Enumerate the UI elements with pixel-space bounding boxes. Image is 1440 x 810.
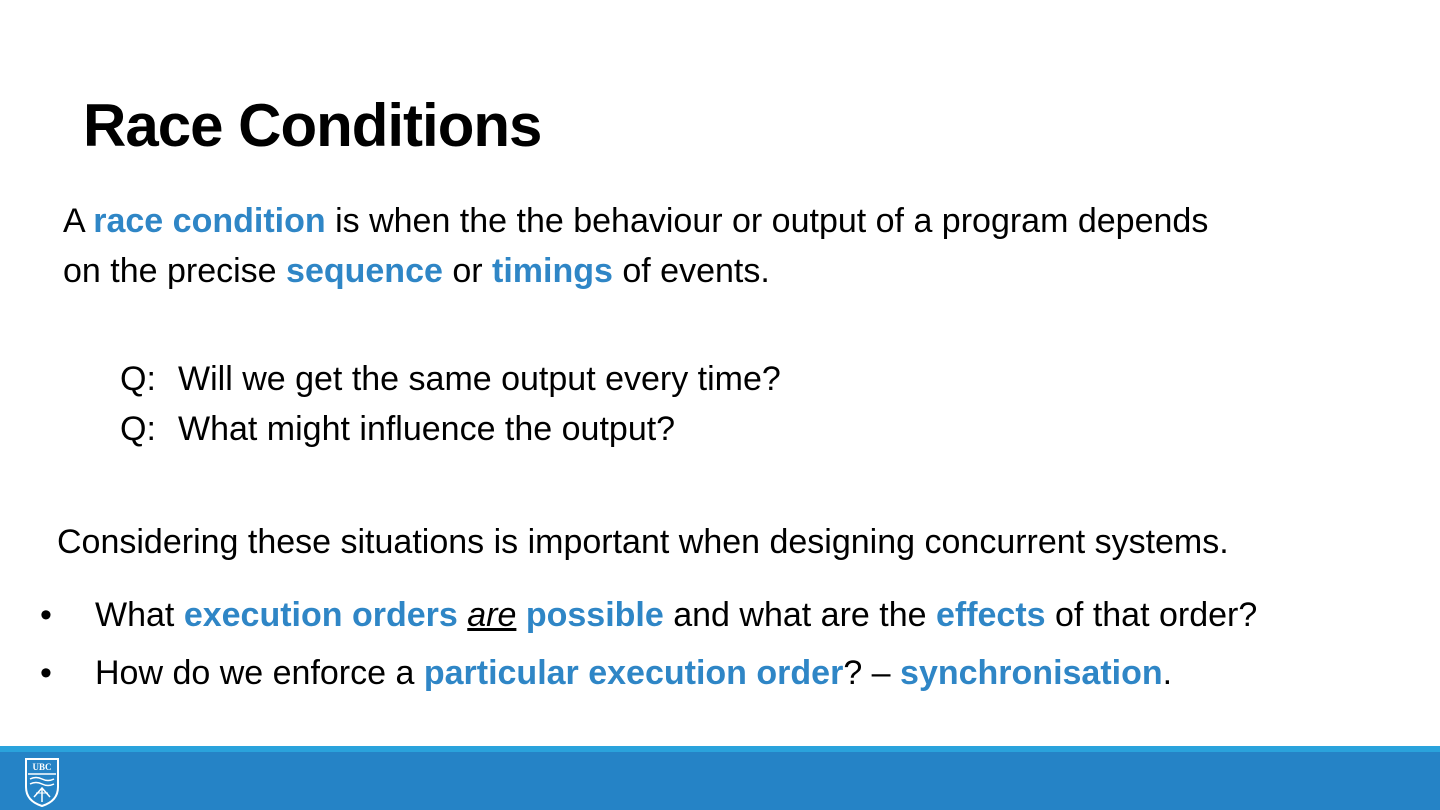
bullet-text: How do we enforce a bbox=[95, 654, 424, 692]
term-timings: timings bbox=[492, 252, 613, 290]
term-possible: possible bbox=[525, 596, 664, 634]
logo-text: UBC bbox=[32, 762, 52, 772]
bullet-text: . bbox=[1162, 654, 1173, 692]
consider-statement: Considering these situations is important when designing concurrent systems. bbox=[57, 523, 1229, 561]
bullet-text: and what are the bbox=[663, 596, 936, 634]
ubc-crest-icon bbox=[24, 757, 60, 807]
footer-band bbox=[0, 752, 1440, 810]
definition-text: A bbox=[63, 202, 94, 240]
question-1 bbox=[120, 354, 781, 404]
bullet-item-2 bbox=[40, 648, 1172, 698]
bullet-text: of that order? bbox=[1045, 596, 1258, 634]
bullet-text: ? – bbox=[843, 654, 901, 692]
term-sequence: sequence bbox=[286, 252, 443, 290]
term-effects: effects bbox=[935, 596, 1046, 634]
definition-text: or bbox=[442, 252, 493, 290]
question-label: Q: bbox=[120, 360, 156, 398]
definition-text: of events. bbox=[612, 252, 770, 290]
bullet-icon: • bbox=[40, 654, 52, 692]
bullet-text bbox=[458, 596, 467, 634]
term-particular-execution-order: particular execution order bbox=[423, 654, 844, 692]
question-2 bbox=[120, 404, 675, 454]
bullet-item-1 bbox=[40, 590, 1257, 640]
question-text: What might influence the output? bbox=[178, 410, 676, 448]
emphasis-are: are bbox=[467, 596, 517, 634]
question-label: Q: bbox=[120, 410, 156, 448]
definition-line-1 bbox=[63, 196, 1208, 246]
term-execution-orders: execution orders bbox=[183, 596, 458, 634]
term-synchronisation: synchronisation bbox=[900, 654, 1163, 692]
question-text: Will we get the same output every time? bbox=[178, 360, 781, 398]
bullet-text bbox=[516, 596, 525, 634]
definition-text: is when the the behaviour or output of a program depends bbox=[325, 202, 1209, 240]
definition-paragraph bbox=[63, 196, 1208, 296]
bullet-icon: • bbox=[40, 596, 52, 634]
slide-title: Race Conditions bbox=[83, 92, 542, 159]
term-race-condition: race condition bbox=[93, 202, 326, 240]
definition-line-2 bbox=[63, 246, 1208, 296]
definition-text: on the precise bbox=[63, 252, 287, 290]
bullet-text: What bbox=[95, 596, 184, 634]
